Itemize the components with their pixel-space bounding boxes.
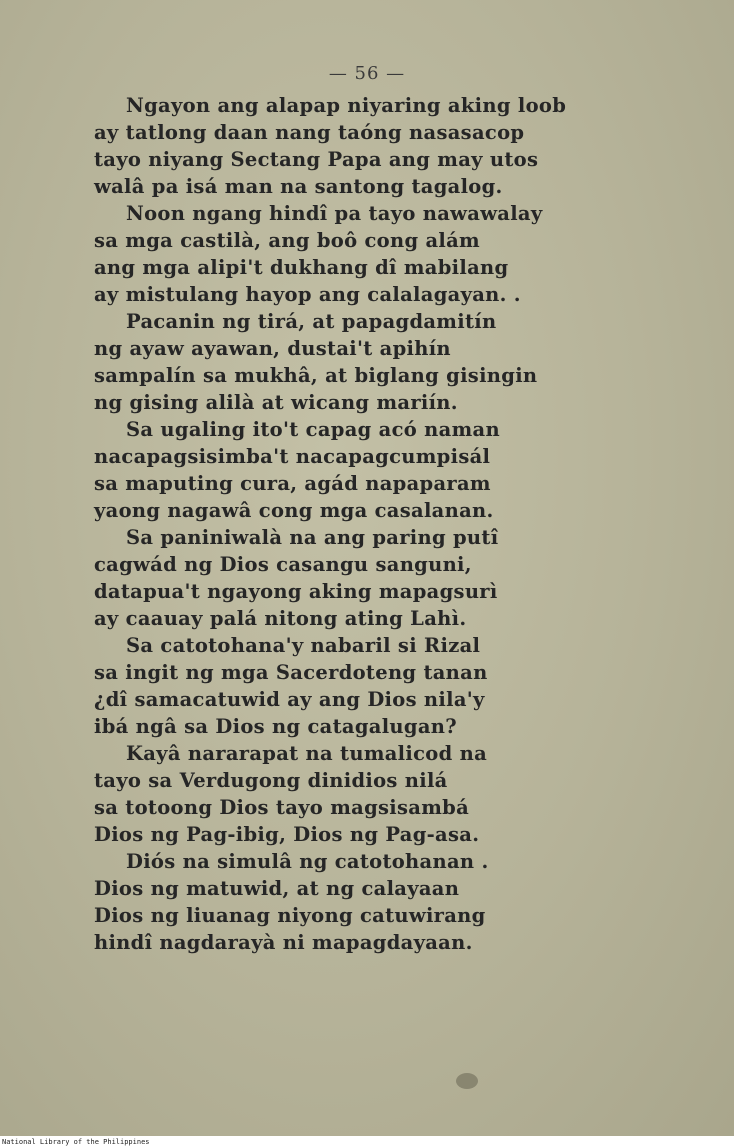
poem-line: Diós na simulâ ng catotohanan . xyxy=(126,850,489,873)
poem-line: ay tatlong daan nang taóng nasasacop xyxy=(94,121,525,144)
poem-line: sa maputing cura, agád napaparam xyxy=(94,472,491,495)
stanza xyxy=(94,308,654,416)
poem-line: ay mistulang hayop ang calalagayan. . xyxy=(94,283,521,306)
poem-line: cagwád ng Dios casangu sanguni, xyxy=(94,553,472,576)
poem-line: nacapagsisimba't nacapagcumpisál xyxy=(94,445,491,468)
poem-line: Dios ng Pag-ibig, Dios ng Pag-asa. xyxy=(94,823,480,846)
poem-line: Pacanin ng tirá, at papagdamitín xyxy=(126,310,497,333)
stanza xyxy=(94,848,654,956)
poem-line: ng ayaw ayawan, dustai't apihín xyxy=(94,337,451,360)
poem-line: sa totoong Dios tayo magsisambá xyxy=(94,796,470,819)
poem-line: ¿dî samacatuwid ay ang Dios nila'y xyxy=(94,688,485,711)
poem-line: Sa ugaling ito't capag acó naman xyxy=(126,418,500,441)
poem-line: datapua't ngayong aking mapagsurì xyxy=(94,580,498,603)
poem-line: Noon ngang hindî pa tayo nawawalay xyxy=(126,202,543,225)
poem-line: sa ingit ng mga Sacerdoteng tanan xyxy=(94,661,488,684)
poem-line: hindî nagdarayà ni mapagdayaan. xyxy=(94,931,473,954)
poem-line: Kayâ nararapat na tumalicod na xyxy=(126,742,488,765)
ink-blot xyxy=(456,1073,478,1089)
poem-line: tayo sa Verdugong dinidios nilá xyxy=(94,769,448,792)
poem-line: Dios ng matuwid, at ng calayaan xyxy=(94,877,460,900)
poem-line: walâ pa isá man na santong tagalog. xyxy=(94,175,503,198)
poem-text xyxy=(94,92,654,956)
stanza xyxy=(94,524,654,632)
poem-line: ibá ngâ sa Dios ng catagalugan? xyxy=(94,715,457,738)
poem-line: sampalín sa mukhâ, at biglang gisingin xyxy=(94,364,538,387)
poem-line: ay caauay palá nitong ating Lahì. xyxy=(94,607,467,630)
stanza xyxy=(94,632,654,740)
poem-line: ng gising alilà at wicang mariín. xyxy=(94,391,458,414)
poem-line: sa mga castilà, ang boô cong alám xyxy=(94,229,480,252)
page-number: — 56 — xyxy=(328,63,406,84)
stanza xyxy=(94,416,654,524)
poem-line: Dios ng liuanag niyong catuwirang xyxy=(94,904,486,927)
poem-line: tayo niyang Sectang Papa ang may utos xyxy=(94,148,539,171)
poem-line: Sa catotohana'y nabaril si Rizal xyxy=(126,634,481,657)
stanza xyxy=(94,92,654,200)
footer-credit: National Library of the Philippines xyxy=(2,1138,150,1146)
stanza xyxy=(94,200,654,308)
poem-line: Sa paniniwalà na ang paring putî xyxy=(126,526,499,549)
poem-line: yaong nagawâ cong mga casalanan. xyxy=(94,499,494,522)
poem-line: ang mga alipi't dukhang dî mabilang xyxy=(94,256,509,279)
poem-line: Ngayon ang alapap niyaring aking loob xyxy=(126,94,567,117)
stanza xyxy=(94,740,654,848)
